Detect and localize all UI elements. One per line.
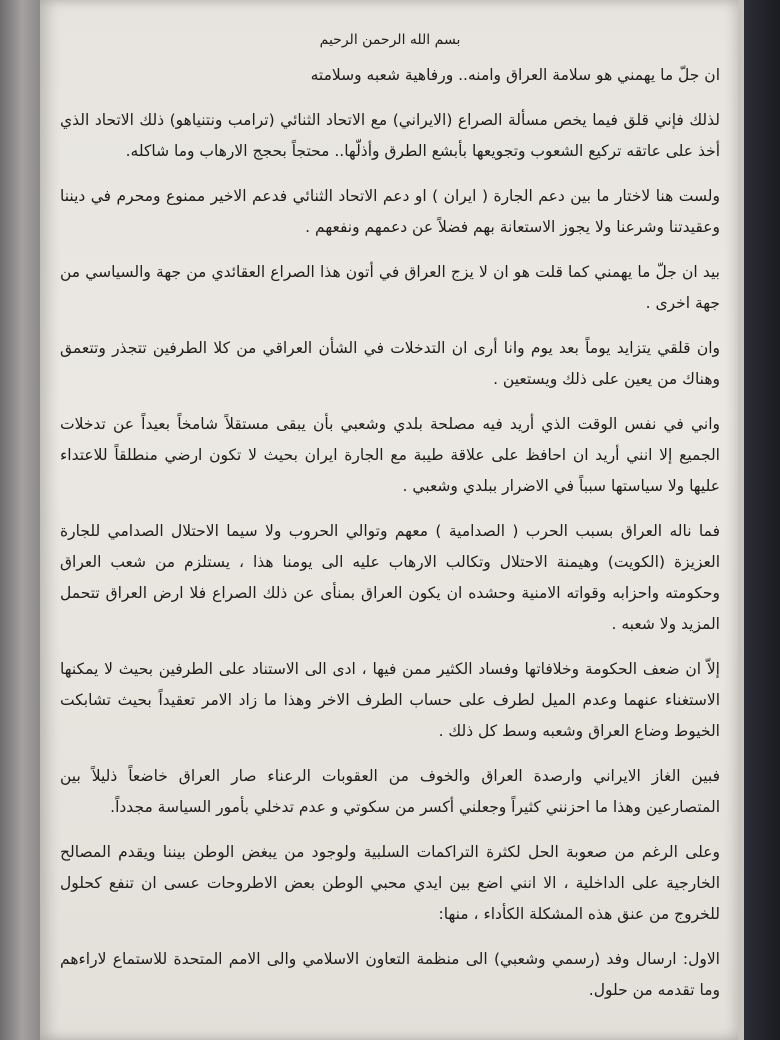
basmala-heading: بسم الله الرحمن الرحيم: [319, 32, 461, 48]
paragraph-7: فما ناله العراق بسبب الحرب ( الصدامية ) معهم وتوالي الحروب ولا سيما الاحتلال الصدامي للجارة العزيزة (الكويت) وهيمنة الاحتلال وتكالب الارهاب عليه الى يومنا هذا ، يستلزم من شعب العراق وحكومته واحزابه وقواته الامنية وحشده ان يكون العراق بمنأى عن ذلك الصراع فلا ارض العراق تتحمل المزيد ولا شعبه .: [60, 522, 720, 633]
paragraph-3: ولست هنا لاختار ما بين دعم الجارة ( ايران ) او دعم الاتحاد الثنائي فدعم الاخير ممنوع ومحرم في ديننا وعقيدتنا وشرعنا ولا يجوز الاستعانة بهم فضلاً عن دعمهم ونفعهم .: [60, 187, 720, 236]
paragraph-5: وان قلقي يتزايد يوماً بعد يوم وانا أرى ان التدخلات في الشأن العراقي من كلا الطرفين تتجذر وتتعمق وهناك من يعين على ذلك ويستعين .: [60, 339, 720, 388]
paragraph-6: واني في نفس الوقت الذي أريد فيه مصلحة بلدي وشعبي بأن يبقى مستقلاً شامخاً بعيداً عن تدخلات الجميع إلا انني أريد ان احافظ على علاقة طيبة مع الجارة ايران بحيث لا تكون ارضي منطلقاً للاعتداء عليها ولا سياستها سبباً في الاضرار ببلدي وشعبي .: [60, 415, 720, 495]
document-body: [60, 22, 720, 1020]
paragraph-2: لذلك فإني قلق فيما يخص مسألة الصراع (الايراني) مع الاتحاد الثنائي (ترامب ونتنياهو) ذلك الاتحاد الذي أخذ على عاتقه تركيع الشعوب وتجويعها بأبشع الطرق وأذلّها.. محتجاً بحجج الارهاب وما شاكله.: [60, 111, 720, 160]
paragraph-11: الاول: ارسال وفد (رسمي وشعبي) الى منظمة التعاون الاسلامي والى الامم المتحدة للاستماع لاراءهم وما تقدمه من حلول.: [60, 950, 720, 999]
binder-edge: [0, 0, 40, 1040]
paragraph-1: ان جلّ ما يهمني هو سلامة العراق وامنه.. ورفاهية شعبه وسلامته: [310, 66, 720, 84]
paragraph-8: إلاّ ان ضعف الحكومة وخلافاتها وفساد الكثير ممن فيها ، ادى الى الاستناد على الطرفين بحيث لا يمكنها الاستغناء عنهما وعدم الميل لطرف على حساب الطرف الاخر وهذا ما زاد الامر تعقيداً بحيث تشابكت الخيوط وضاع العراق وشعبه وسط كل ذلك .: [60, 660, 720, 740]
paragraph-9: فبين الغاز الايراني وارصدة العراق والخوف من العقوبات الرعناء صار العراق خاضعاً ذليلاً بين المتصارعين وهذا ما احزنني كثيراً وجعلني أكسر من سكوتي و عدم تدخلي بأمور السياسة مجدداً.: [60, 767, 720, 816]
document-page: [40, 0, 738, 1040]
paragraph-4: بيد ان جلّ ما يهمني كما قلت هو ان لا يزج العراق في أتون هذا الصراع العقائدي من جهة والسياسي من جهة اخرى .: [60, 263, 720, 312]
page-edge: [744, 0, 780, 1040]
paragraph-10: وعلى الرغم من صعوبة الحل لكثرة التراكمات السلبية ولوجود من يبغض الوطن بيننا ويقدم المصالح الخارجية على الداخلية ، الا انني اضع بين ايدي محبي الوطن بعض الاطروحات عسى ان تنفع كحلول للخروج من عنق هذه المشكلة الكأداء ، منها:: [60, 843, 720, 923]
